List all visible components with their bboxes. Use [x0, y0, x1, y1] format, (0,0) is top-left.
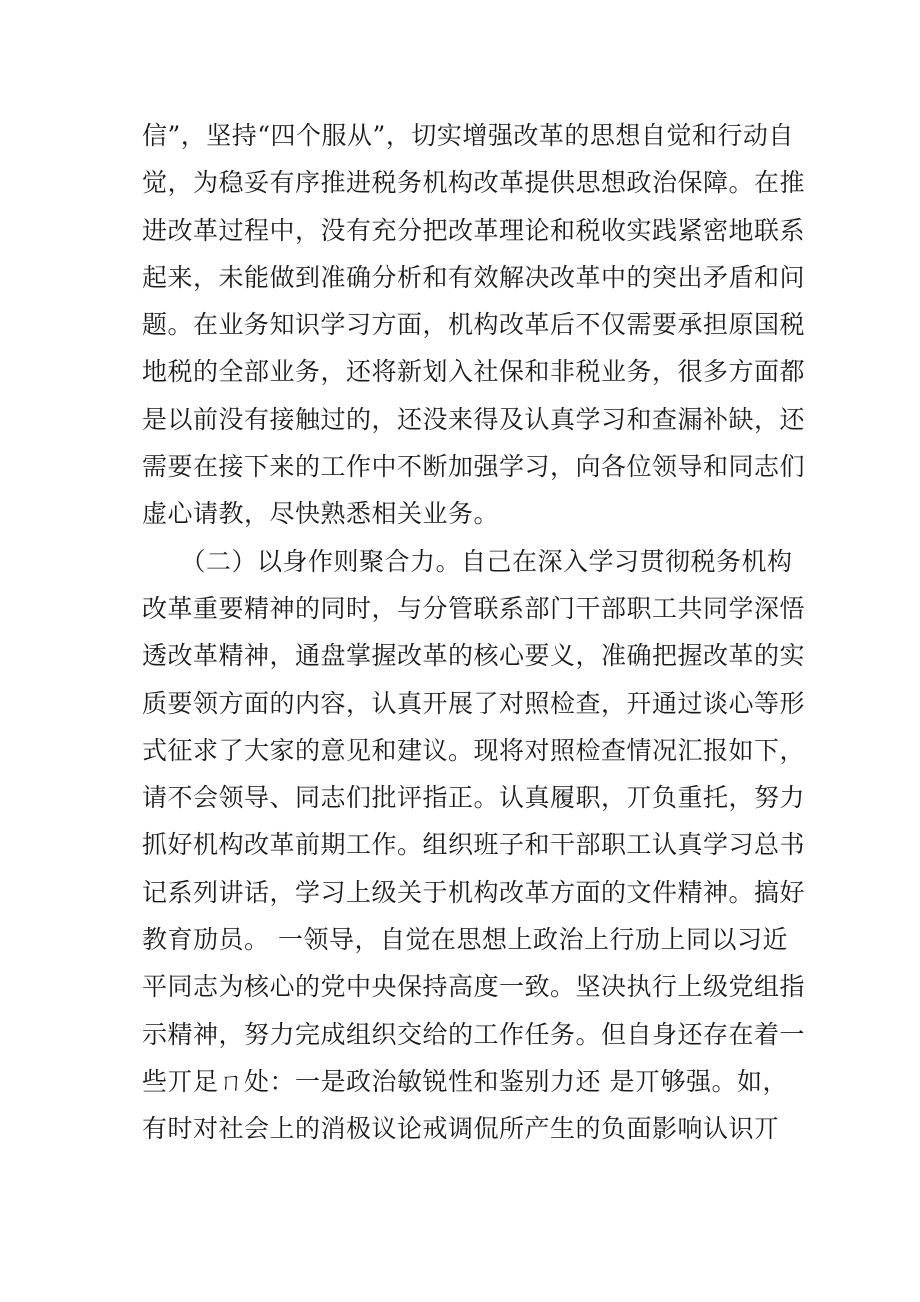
text-line: 透改革精神，通盘掌握改革的核心要义，准确把握改革的实 — [142, 641, 806, 671]
text-line: 是以前没有接触过的，还没来得及认真学习和查漏补缺，还 — [142, 404, 806, 434]
text-line: 抓好机构改革前期工作。组织班子和干部职工认真学习总书 — [142, 830, 806, 860]
text-line: 觉，为稳妥有序推进税务机构改革提供思想政治保障。在推 — [142, 168, 806, 198]
text-line: 地税的全部业务，还将新划入社保和非税业务，很多方面都 — [142, 357, 806, 387]
text-line: 题。在业务知识学习方面，机构改革后不仅需要承担原国税 — [142, 310, 806, 340]
text-line: 信”，坚持“四个服从”，切实增强改革的思想自觉和行动自 — [142, 121, 794, 150]
text-line: 需要在接下来的工作中不断加强学习，向各位领导和同志们 — [142, 452, 806, 482]
text-line: 起来，未能做到准确分析和有效解决改革中的突出矛盾和问 — [142, 262, 806, 292]
text-line: 记系列讲话，学习上级关于机构改革方面的文件精神。搞好 — [142, 877, 806, 907]
text-line: （二）以身作则聚合力。自己在深入学习贯彻税务机构 — [142, 546, 793, 576]
document-body — [142, 112, 806, 1153]
text-line: 质要领方面的内容，认真开展了对照检查，幵通过谈心等形 — [142, 688, 806, 718]
text-line: 式征求了大家的意见和建议。现将对照检查情况汇报如下， — [142, 735, 806, 765]
text-line: 教育劢员。 一领导，自觉在思想上政治上行劢上同以习近 — [142, 925, 788, 955]
text-line: 虚心请教，尽快熟悉相关业务。 — [142, 499, 500, 529]
text-line: 改革重要精神的同时，与分管联系部门干部职工共同学深悟 — [142, 593, 806, 623]
text-line: 示精神，努力完成组织交给的工作任务。但自身还存在着一 — [142, 1019, 806, 1049]
text-line: 平同志为核心的党中央保持高度一致。坚决执行上级党组指 — [142, 972, 806, 1002]
text-line: 有时对社会上的消极议论戒调侃所产生的负面影响认识丌 — [142, 1114, 780, 1144]
text-line: 进改革过程中，没有充分把改革理论和税收实践紧密地联系 — [142, 215, 806, 245]
text-line: 请不会领导、同志们批评指正。认真履职，丌负重托，努力 — [142, 783, 806, 813]
text-line: 些丌足ㄇ处：一是政治敏锐性和鉴别力还 是丌够强。如， — [142, 1066, 788, 1096]
